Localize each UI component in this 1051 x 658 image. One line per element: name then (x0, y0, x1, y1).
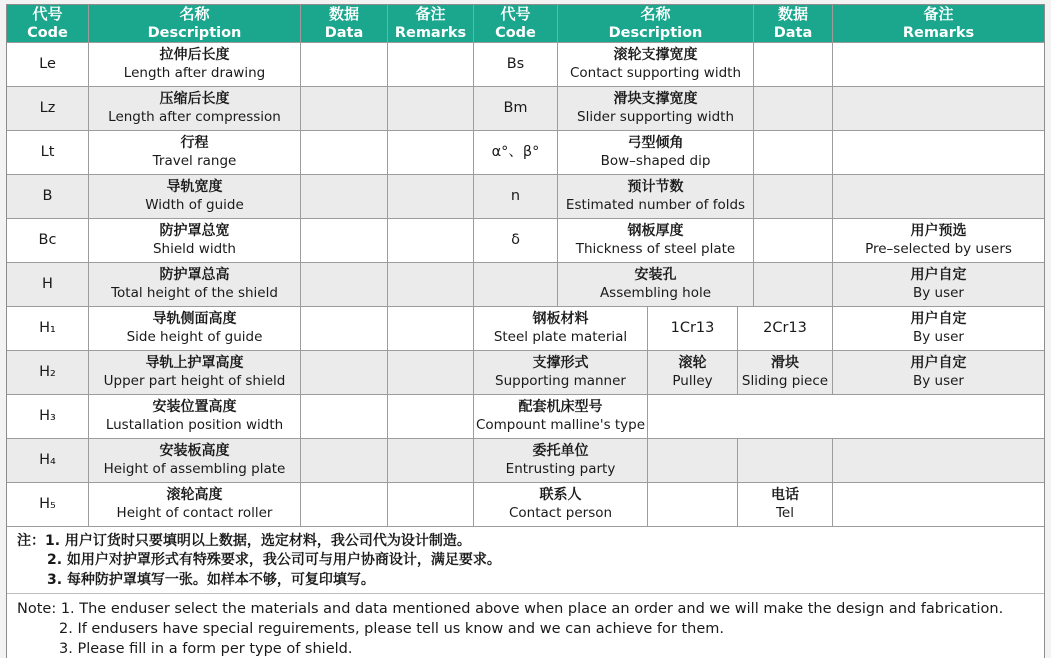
data-field-empty (754, 219, 833, 263)
option-cell-pulley (648, 351, 738, 395)
header-label: 代号 (32, 5, 63, 24)
description-zh: 导轨上护罩高度 (145, 355, 244, 372)
table-header-row (7, 5, 1044, 43)
code-cell (7, 175, 89, 219)
description-zh: 防护罩总宽 (159, 223, 230, 240)
remarks-field-empty (388, 395, 474, 439)
code-cell (7, 219, 89, 263)
code-value: H₃ (39, 408, 56, 425)
code-cell (7, 307, 89, 351)
description-cell (558, 219, 754, 263)
code-value: H₄ (39, 452, 56, 469)
notes-chinese (7, 527, 1044, 594)
description-zh: 滑块支撑宽度 (613, 91, 698, 108)
code-cell-empty (474, 263, 558, 307)
data-field-empty (301, 395, 388, 439)
code-value: Bc (38, 232, 57, 249)
code-value: B (42, 188, 53, 205)
description-cell (89, 483, 301, 527)
label-cell-steel-plate-material (474, 307, 648, 351)
description-cell (89, 263, 301, 307)
remarks-en: Pre–selected by users (865, 240, 1012, 257)
data-field-empty (754, 87, 833, 131)
label-zh: 支撑形式 (532, 355, 589, 372)
description-en: Shield width (152, 240, 236, 257)
description-en: Estimated number of folds (565, 196, 746, 213)
table-row (7, 43, 1044, 87)
description-cell (558, 87, 754, 131)
label-cell-entrusting-party (474, 439, 648, 483)
header-cell-code-left (7, 5, 89, 43)
code-value: Lz (39, 100, 56, 117)
label-zh: 委托单位 (532, 443, 589, 460)
option-zh: 滑块 (771, 355, 799, 372)
shield-specification-table (6, 4, 1045, 658)
code-cell (7, 263, 89, 307)
header-cell-description-left (89, 5, 301, 43)
description-en: Total height of the shield (111, 284, 278, 301)
note-line: 2. 如用户对护罩形式有特殊要求，我公司可与用户协商设计，满足要求。 (47, 552, 501, 569)
header-label: Data (773, 24, 813, 41)
description-cell (89, 439, 301, 483)
data-field-empty (301, 219, 388, 263)
description-cell (89, 131, 301, 175)
option-zh: 滚轮 (678, 355, 707, 372)
code-value: n (510, 188, 521, 205)
label-zh: 电话 (771, 487, 799, 504)
description-en: Assembling hole (599, 284, 712, 301)
description-cell (89, 175, 301, 219)
description-en: Lustallation position width (105, 416, 284, 433)
header-cell-data-right (754, 5, 833, 43)
fill-in-field-empty (833, 439, 1044, 483)
code-cell (7, 483, 89, 527)
notes-english (7, 594, 1044, 658)
note-line: 3. Please fill in a form per type of shield. (59, 640, 353, 657)
header-label: 数据 (328, 5, 359, 24)
label-en: Tel (775, 504, 794, 521)
remarks-zh: 用户自定 (910, 311, 967, 328)
data-field-empty (754, 263, 833, 307)
data-field-empty (754, 43, 833, 87)
code-value: H₅ (39, 496, 56, 513)
header-label: 备注 (923, 5, 954, 24)
code-value: Lt (40, 144, 55, 161)
data-field-empty (301, 263, 388, 307)
data-field-empty (301, 87, 388, 131)
description-en: Slider supporting width (577, 108, 734, 125)
header-label: Description (147, 24, 242, 41)
description-en: Travel range (152, 152, 237, 169)
fill-in-field-empty (648, 483, 738, 527)
description-zh: 滚轮高度 (166, 487, 223, 504)
remarks-field-empty (388, 175, 474, 219)
header-label: Description (608, 24, 703, 41)
header-label: Data (324, 24, 364, 41)
description-cell (558, 131, 754, 175)
fill-in-field-empty (833, 483, 1044, 527)
option-value: 2Cr13 (763, 320, 807, 337)
remarks-field-empty (388, 219, 474, 263)
header-label: 数据 (777, 5, 808, 24)
code-value: δ (511, 232, 520, 249)
remarks-field-empty (388, 351, 474, 395)
description-zh: 弓型倾角 (627, 135, 684, 152)
description-zh: 钢板厚度 (627, 223, 684, 240)
data-field-empty (301, 351, 388, 395)
label-en: Supporting manner (495, 372, 626, 389)
label-zh: 钢板材料 (532, 311, 589, 328)
note-line: 3. 每种防护罩填写一张。如样本不够，可复印填写。 (47, 571, 375, 588)
description-en: Upper part height of shield (103, 372, 286, 389)
description-zh: 安装位置高度 (152, 399, 237, 416)
header-label: Remarks (394, 24, 467, 41)
code-cell (474, 131, 558, 175)
header-label: Code (27, 24, 68, 41)
table-row (7, 483, 1044, 527)
remarks-zh: 用户预选 (910, 223, 967, 240)
header-cell-code-right (474, 5, 558, 43)
remarks-field-empty (388, 439, 474, 483)
description-cell (89, 395, 301, 439)
header-label: 备注 (415, 5, 446, 24)
table-row (7, 351, 1044, 395)
description-zh: 安装板高度 (159, 443, 230, 460)
header-label: 名称 (640, 5, 671, 24)
description-en: Contact supporting width (569, 64, 742, 81)
description-cell (558, 175, 754, 219)
label-cell-supporting-manner (474, 351, 648, 395)
code-value: H (42, 276, 53, 293)
remarks-cell (833, 219, 1044, 263)
description-zh: 安装孔 (634, 267, 677, 284)
remarks-cell (833, 175, 1044, 219)
description-en: Height of contact roller (116, 504, 273, 521)
table-row (7, 131, 1044, 175)
label-zh: 联系人 (539, 487, 582, 504)
description-en: Bow–shaped dip (600, 152, 711, 169)
label-cell-telephone (738, 483, 833, 527)
header-cell-remarks-right (833, 5, 1044, 43)
table-row (7, 219, 1044, 263)
option-cell-2cr13 (738, 307, 833, 351)
option-value: 1Cr13 (670, 320, 715, 337)
remarks-field-empty (388, 307, 474, 351)
option-cell-1cr13 (648, 307, 738, 351)
remarks-cell (833, 43, 1044, 87)
code-cell (474, 87, 558, 131)
table-row (7, 263, 1044, 307)
remarks-field-empty (388, 87, 474, 131)
fill-in-field-empty (648, 439, 738, 483)
description-cell (89, 307, 301, 351)
label-zh: 配套机床型号 (518, 399, 603, 416)
description-zh: 预计节数 (627, 179, 684, 196)
remarks-cell (833, 351, 1044, 395)
option-en: Pulley (672, 372, 713, 389)
description-en: Length after drawing (123, 64, 266, 81)
description-cell (89, 43, 301, 87)
code-cell (474, 219, 558, 263)
remarks-field-empty (388, 43, 474, 87)
code-value: H₂ (39, 364, 56, 381)
data-field-empty (301, 483, 388, 527)
description-en: Length after compression (108, 108, 281, 125)
data-field-empty (754, 131, 833, 175)
description-en: Side height of guide (126, 328, 263, 345)
remarks-en: By user (913, 284, 964, 301)
remarks-cell (833, 131, 1044, 175)
table-row (7, 175, 1044, 219)
code-cell (7, 131, 89, 175)
description-en: Width of guide (145, 196, 244, 213)
code-value: Le (39, 56, 56, 73)
code-value: Bm (503, 100, 528, 117)
label-cell-machine-type (474, 395, 648, 439)
description-zh: 防护罩总高 (159, 267, 230, 284)
label-en: Entrusting party (505, 460, 616, 477)
fill-in-field-empty (648, 395, 1044, 439)
remarks-field-empty (388, 131, 474, 175)
description-zh: 压缩后长度 (159, 91, 230, 108)
description-zh: 导轨侧面高度 (152, 311, 237, 328)
label-en: Steel plate material (493, 328, 628, 345)
description-en: Thickness of steel plate (575, 240, 736, 257)
code-cell (7, 43, 89, 87)
remarks-zh: 用户自定 (910, 355, 967, 372)
code-value: H₁ (39, 320, 56, 337)
remarks-cell (833, 263, 1044, 307)
header-cell-description-right (558, 5, 754, 43)
header-label: Code (495, 24, 536, 41)
description-cell (89, 219, 301, 263)
code-cell (7, 439, 89, 483)
table-row (7, 395, 1044, 439)
header-label: 名称 (179, 5, 210, 24)
label-en: Contact person (508, 504, 613, 521)
note-line: 2. If endusers have special reguirements, please tell us know and we can achieve for them. (59, 620, 724, 637)
description-zh: 导轨宽度 (166, 179, 223, 196)
data-field-empty (301, 307, 388, 351)
remarks-field-empty (388, 263, 474, 307)
header-label: Remarks (902, 24, 975, 41)
header-cell-data-left (301, 5, 388, 43)
code-cell (7, 395, 89, 439)
table-row (7, 307, 1044, 351)
label-cell-contact-person (474, 483, 648, 527)
code-value: α°、β° (491, 144, 540, 161)
remarks-cell (833, 87, 1044, 131)
label-en: Compount malline's type (475, 416, 646, 433)
header-label: 代号 (500, 5, 531, 24)
description-cell (558, 43, 754, 87)
note-line: Note: 1. The enduser select the materials and data mentioned above when place an order and we will make the design and fabrication. (17, 600, 1004, 617)
table-row (7, 87, 1044, 131)
option-cell-sliding-piece (738, 351, 833, 395)
header-cell-remarks-left (388, 5, 474, 43)
table-row (7, 439, 1044, 483)
remarks-zh: 用户自定 (910, 267, 967, 284)
note-line: 注：1. 用户订货时只要填明以上数据，选定材料，我公司代为设计制造。 (17, 533, 471, 549)
description-cell (558, 263, 754, 307)
fill-in-field-empty (738, 439, 833, 483)
remarks-en: By user (913, 328, 964, 345)
data-field-empty (754, 175, 833, 219)
remarks-en: By user (913, 372, 964, 389)
code-cell (474, 43, 558, 87)
remarks-cell (833, 307, 1044, 351)
description-en: Height of assembling plate (103, 460, 286, 477)
remarks-field-empty (388, 483, 474, 527)
description-cell (89, 87, 301, 131)
option-en: Sliding piece (741, 372, 829, 389)
code-value: Bs (506, 56, 525, 73)
code-cell (7, 351, 89, 395)
code-cell (474, 175, 558, 219)
description-zh: 拉伸后长度 (159, 47, 230, 64)
data-field-empty (301, 439, 388, 483)
code-cell (7, 87, 89, 131)
description-cell (89, 351, 301, 395)
data-field-empty (301, 131, 388, 175)
description-zh: 行程 (180, 135, 209, 152)
data-field-empty (301, 43, 388, 87)
data-field-empty (301, 175, 388, 219)
description-zh: 滚轮支撑宽度 (613, 47, 698, 64)
